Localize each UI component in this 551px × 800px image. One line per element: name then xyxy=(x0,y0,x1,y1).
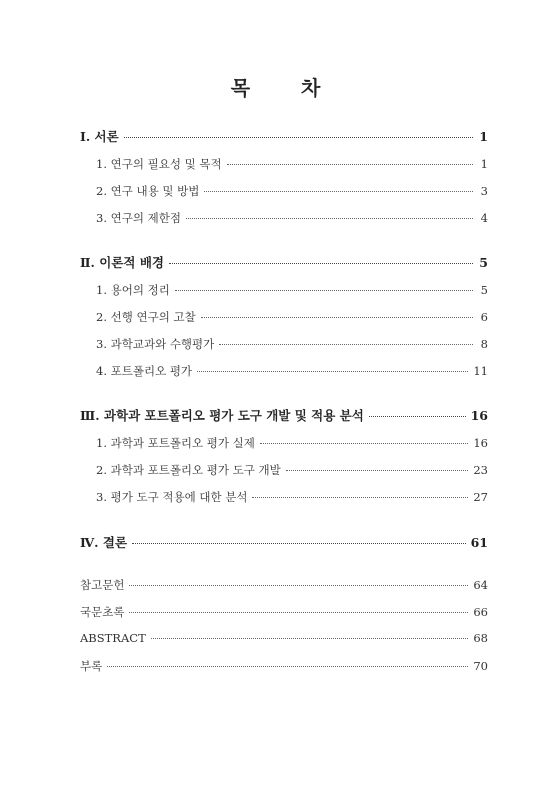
toc-section-1-2 xyxy=(96,183,488,199)
toc-page-number: 1 xyxy=(480,157,488,171)
toc-chapter-1 xyxy=(80,127,488,145)
dot-leader xyxy=(132,543,466,544)
toc-chapter-label: Ⅲ. 과학과 포트폴리오 평가 도구 개발 및 적용 분석 xyxy=(80,408,364,423)
toc-chapter-label: Ⅰ. 서론 xyxy=(80,129,119,144)
dot-leader xyxy=(129,585,468,586)
toc-page-number: 68 xyxy=(473,631,488,645)
dot-leader xyxy=(186,218,473,219)
toc-page-number: 27 xyxy=(473,490,488,504)
page-title: 목 차 xyxy=(230,76,343,100)
dot-leader xyxy=(124,137,473,138)
toc-page-number: 64 xyxy=(473,578,488,592)
toc-abstract xyxy=(80,631,488,645)
toc-back-label: ABSTRACT xyxy=(80,631,146,645)
dot-leader xyxy=(151,638,469,639)
toc-back-label: 부록 xyxy=(80,659,103,673)
dot-leader xyxy=(107,666,468,667)
toc-page-number: 1 xyxy=(479,129,488,144)
toc-section-1-1 xyxy=(96,156,488,172)
toc-section-label: 4. 포트폴리오 평가 xyxy=(96,364,193,378)
toc-references xyxy=(80,577,488,593)
toc-section-label: 3. 평가 도구 적용에 대한 분석 xyxy=(96,490,248,504)
toc-section-2-1 xyxy=(96,282,488,298)
toc-section-2-2 xyxy=(96,309,488,325)
toc-section-label: 1. 용어의 정리 xyxy=(96,283,170,297)
toc-page-number: 16 xyxy=(473,436,488,450)
dot-leader xyxy=(201,317,473,318)
toc-page-number: 11 xyxy=(473,364,488,378)
dot-leader xyxy=(286,470,469,471)
toc-chapter-2 xyxy=(80,253,488,271)
toc-appendix xyxy=(80,658,488,674)
toc-page-number: 61 xyxy=(470,535,488,550)
toc-section-label: 3. 연구의 제한점 xyxy=(96,211,181,225)
dot-leader xyxy=(175,290,473,291)
toc-section-3-1 xyxy=(96,435,488,451)
toc-chapter-label: Ⅱ. 이론적 배경 xyxy=(80,255,164,270)
dot-leader xyxy=(227,164,473,165)
dot-leader xyxy=(197,371,468,372)
dot-leader xyxy=(129,612,468,613)
toc-section-3-3 xyxy=(96,489,488,505)
toc-chapter-label: Ⅳ. 결론 xyxy=(80,535,128,550)
dot-leader xyxy=(260,443,468,444)
toc-section-label: 1. 연구의 필요성 및 목적 xyxy=(96,157,222,171)
toc-section-label: 2. 과학과 포트폴리오 평가 도구 개발 xyxy=(96,463,281,477)
toc-page-number: 66 xyxy=(473,605,488,619)
toc-page-number: 5 xyxy=(479,255,488,270)
toc-section-label: 2. 연구 내용 및 방법 xyxy=(96,184,200,198)
toc-page-number: 5 xyxy=(480,283,488,297)
toc-section-2-3 xyxy=(96,336,488,352)
toc-section-3-2 xyxy=(96,462,488,478)
toc-page-number: 6 xyxy=(480,310,488,324)
toc-page-number: 4 xyxy=(480,211,488,225)
toc-back-label: 국문초록 xyxy=(80,605,125,619)
dot-leader xyxy=(204,191,473,192)
toc-page-number: 8 xyxy=(480,337,488,351)
toc-chapter-3 xyxy=(80,406,488,424)
dot-leader xyxy=(369,416,466,417)
dot-leader xyxy=(169,263,473,264)
toc-page-number: 16 xyxy=(470,408,488,423)
dot-leader xyxy=(252,497,468,498)
toc-page-number: 23 xyxy=(473,463,488,477)
toc-page-number: 70 xyxy=(473,659,488,673)
toc-back-label: 참고문헌 xyxy=(80,578,125,592)
dot-leader xyxy=(219,344,473,345)
toc-section-1-3 xyxy=(96,210,488,226)
toc-chapter-4 xyxy=(80,533,488,551)
toc-section-label: 3. 과학교과와 수행평가 xyxy=(96,337,215,351)
toc-section-2-4 xyxy=(96,363,488,379)
toc-korean-abstract xyxy=(80,604,488,620)
toc-section-label: 1. 과학과 포트폴리오 평가 실제 xyxy=(96,436,255,450)
toc-section-label: 2. 선행 연구의 고찰 xyxy=(96,310,196,324)
toc-page-number: 3 xyxy=(480,184,488,198)
